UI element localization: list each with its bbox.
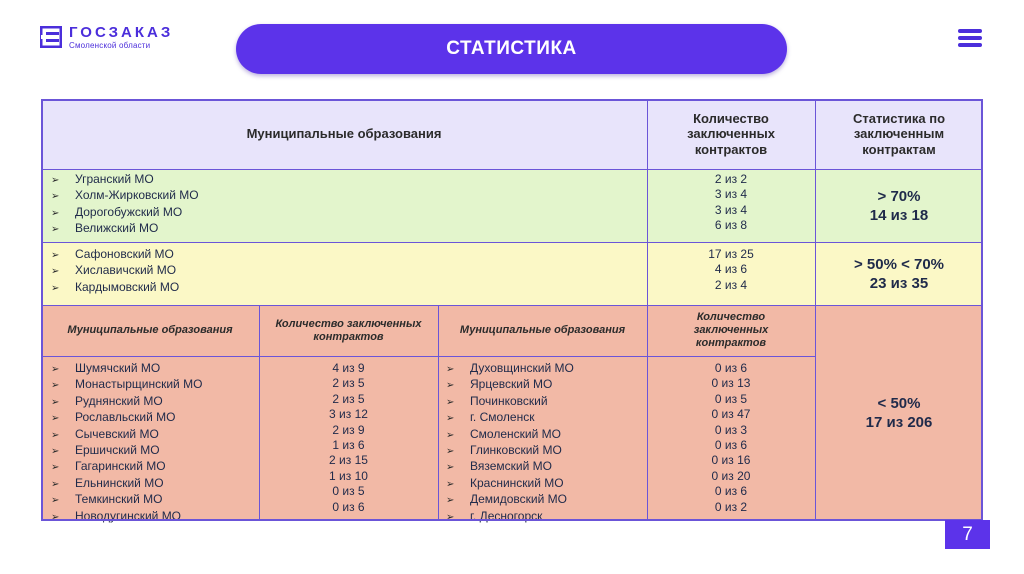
count-value: 0 из 6	[714, 438, 748, 453]
count-value: 0 из 6	[714, 484, 748, 499]
count-value: 4 из 9	[332, 361, 365, 375]
count-value: 4 из 6	[714, 262, 748, 277]
list-item: ➢ Холм-Жирковский МО	[51, 188, 641, 204]
count-value: 0 из 13	[711, 376, 751, 391]
page-number: 7	[945, 520, 990, 549]
list-item: ➢ Сычевский МО	[51, 427, 256, 443]
list-item: ➢ Сафоновский МО	[51, 247, 641, 263]
stat-total: 14 из 18	[869, 206, 929, 224]
subheader-contracts-right: Количество заключенных контрактов	[693, 311, 769, 349]
header-statistics: Статистика по заключенным контрактам	[852, 110, 946, 157]
count-value: 6 из 8	[714, 218, 748, 233]
list-item: ➢ Хиславичский МО	[51, 263, 641, 279]
menu-icon[interactable]	[958, 29, 982, 47]
subheader-contracts-left: Количество заключенных контрактов	[275, 317, 422, 343]
count-value: 17 из 25	[708, 247, 754, 261]
list-item: ➢ Ершичский МО	[51, 443, 256, 459]
count-value: 0 из 6	[714, 361, 748, 375]
count-value: 0 из 47	[711, 407, 751, 422]
subheader-municipalities-right: Муниципальные образования	[459, 324, 626, 336]
count-value: 3 из 4	[714, 202, 748, 217]
list-item: ➢ Краснинский МО	[446, 476, 646, 492]
list-item: ➢ Смоленский МО	[446, 427, 646, 443]
count-value: 0 из 5	[332, 484, 365, 499]
logo[interactable]	[40, 24, 190, 54]
list-item: ➢ Гагаринский МО	[51, 459, 256, 475]
list-item: ➢ Велижский МО	[51, 221, 641, 237]
count-value: 2 из 4	[714, 277, 748, 292]
count-value: 1 из 10	[329, 468, 368, 483]
list-item: ➢ Духовщинский МО	[446, 361, 646, 377]
list-item: ➢ Угранский МО	[51, 172, 641, 188]
list-item: ➢ г. Смоленск	[446, 410, 646, 426]
logo-title: ГОСЗАКАЗ	[69, 24, 174, 41]
page-title-banner	[236, 24, 787, 74]
count-value: 2 из 5	[332, 391, 365, 406]
count-value: 0 из 3	[714, 422, 748, 437]
stat-percent: > 70%	[877, 187, 921, 205]
subheader-municipalities-left: Муниципальные образования	[67, 324, 233, 336]
count-value: 0 из 16	[711, 453, 751, 468]
count-value: 2 из 2	[714, 172, 748, 186]
list-item: ➢ Монастырщинский МО	[51, 377, 256, 393]
list-item: ➢ Новодугинский МО	[51, 509, 256, 525]
list-item: ➢ Глинковский МО	[446, 443, 646, 459]
count-value: 2 из 15	[329, 453, 368, 468]
list-item: ➢ Шумячский МО	[51, 361, 256, 377]
list-item: ➢ Рославльский МО	[51, 410, 256, 426]
logo-mark-icon	[40, 26, 62, 48]
count-value: 0 из 20	[711, 468, 751, 483]
stat-percent: < 50%	[877, 395, 921, 412]
statistics-table	[41, 99, 983, 521]
list-item: ➢ Починковский	[446, 394, 646, 410]
count-value: 2 из 9	[332, 422, 365, 437]
list-item: ➢ Ельнинский МО	[51, 476, 256, 492]
count-value: 3 из 4	[714, 187, 748, 202]
list-item: ➢ Руднянский МО	[51, 394, 256, 410]
header-contracts-count: Количество заключенных контрактов	[687, 110, 775, 157]
count-value: 1 из 6	[332, 438, 365, 453]
list-item: ➢ Дорогобужский МО	[51, 205, 641, 221]
list-item: ➢ Ярцевский МО	[446, 377, 646, 393]
page-title: СТАТИСТИКА	[446, 38, 577, 59]
list-item: ➢ г. Десногорск	[446, 509, 646, 525]
count-value: 2 из 5	[332, 376, 365, 391]
count-value: 0 из 6	[332, 499, 365, 514]
list-item: ➢ Вяземский МО	[446, 459, 646, 475]
list-item: ➢ Темкинский МО	[51, 492, 256, 508]
header-municipalities: Муниципальные образования	[246, 126, 442, 142]
list-item: ➢ Демидовский МО	[446, 492, 646, 508]
stat-total: 23 из 35	[869, 274, 929, 292]
stat-percent: > 50% < 70%	[853, 255, 945, 273]
count-value: 0 из 2	[714, 499, 748, 514]
stat-total: 17 из 206	[865, 414, 933, 431]
count-value: 0 из 5	[714, 391, 748, 406]
logo-subtitle: Смоленской области	[69, 41, 151, 50]
list-item: ➢ Кардымовский МО	[51, 280, 641, 296]
count-value: 3 из 12	[329, 407, 368, 422]
